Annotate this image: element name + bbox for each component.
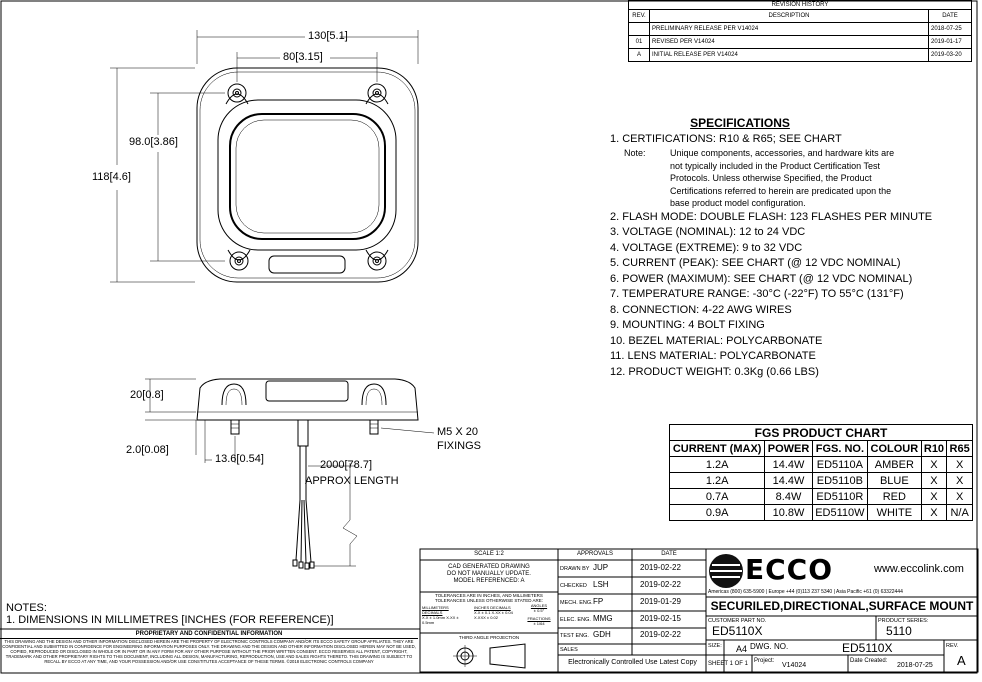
- column-header: R10: [921, 441, 947, 457]
- spec-item: 7. TEMPERATURE RANGE: -30°C (-22°F) TO 55°C (131°F): [610, 288, 904, 300]
- spec-item: 6. POWER (MAXIMUM): SEE CHART (@ 12 VDC NOMINAL): [610, 272, 913, 285]
- dim-height-outer: 118[4.6]: [92, 171, 131, 183]
- dim-depth: 20[0.8]: [130, 389, 164, 401]
- dim-cable-length: 2000[78.7]: [320, 459, 373, 471]
- date-created: 2018-07-25: [897, 662, 933, 669]
- column-header: CURRENT (MAX): [670, 441, 765, 457]
- sheet-count: SHEET 1 OF 1: [708, 661, 748, 667]
- tolerance-notice: TOLERANCES ARE IN INCHES, AND MILLIMETERS TOLERANCES UNLESS OTHERWISE STATED ARE:: [435, 593, 543, 603]
- product-series-label: PRODUCT SERIES:: [878, 618, 929, 624]
- dim-stud: 13.6[0.54]: [215, 453, 264, 465]
- column-header: R65: [947, 441, 973, 457]
- table-row: 1.2A 14.4W ED5110A AMBER X X: [670, 457, 973, 473]
- customer-part-number: ED5110X: [712, 624, 763, 638]
- product-series: 5110: [886, 624, 912, 638]
- column-header: POWER: [765, 441, 812, 457]
- tolerance-angles: ANGLES ± 0.5° FRACTIONS ± 1/64: [527, 603, 551, 626]
- drawing-number: ED5110X: [842, 641, 893, 655]
- spec-item: 10. BEZEL MATERIAL: POLYCARBONATE: [610, 334, 823, 347]
- dwg-label: DWG. NO.: [750, 642, 789, 651]
- table-row: 0.9A 10.8W ED5110W WHITE X N/A: [670, 505, 973, 521]
- date-created-label: Date Created:: [850, 658, 888, 664]
- front-view: [110, 30, 418, 282]
- rev-header: REV.: [629, 10, 650, 23]
- project-number: V14024: [782, 662, 807, 669]
- sheet-size: A4: [736, 644, 748, 654]
- fgs-product-chart: [669, 424, 973, 521]
- spec-item: 2. FLASH MODE: DOUBLE FLASH: 123 FLASHES PER MINUTE: [610, 210, 933, 223]
- website-text: www.eccolink.com: [874, 563, 964, 575]
- dim-width-outer: 130[5.1]: [308, 30, 348, 42]
- mounting-hole: [226, 84, 248, 104]
- dim-height-holes: 98.0[3.86]: [129, 136, 178, 148]
- spec-item: 11. LENS MATERIAL: POLYCARBONATE: [610, 350, 816, 362]
- size-label: SIZE:: [708, 643, 722, 649]
- product-title: SECURILED,DIRECTIONAL,SURFACE MOUNT: [710, 599, 974, 613]
- rev-label: REV.: [946, 643, 959, 649]
- cable-length-text: APPROX LENGTH: [305, 475, 399, 487]
- fixings-callout: M5 X 20 FIXINGS: [437, 426, 482, 452]
- mounting-hole: [228, 250, 250, 270]
- customer-part-label: CUSTOMER PART NO.: [708, 618, 767, 624]
- spec-item: 3. VOLTAGE (NOMINAL): 12 to 24 VDC: [610, 226, 806, 238]
- table-row: PRELIMINARY RELEASE PER V14024 2018-07-25: [629, 23, 972, 36]
- table-row: 01 REVISED PER V14024 2019-01-17: [629, 36, 972, 49]
- side-view: [145, 379, 434, 569]
- fgs-chart-title: FGS PRODUCT CHART: [670, 425, 973, 441]
- table-row: 1.2A 14.4W ED5110B BLUE X X: [670, 473, 973, 489]
- dim-width-holes: 80[3.15]: [283, 51, 323, 63]
- cad-notice: CAD GENERATED DRAWING DO NOT MANUALLY UPDATE. MODEL REFERENCED: A: [447, 564, 531, 584]
- tolerance-inches: INCHES DECIMALS X.X ± 0.1 X.XX ± 0.04 X.XXX ± 0.02: [474, 605, 513, 620]
- spec-item: 9. MOUNTING: 4 BOLT FIXING: [610, 319, 765, 331]
- ecco-logo: ECCO: [745, 553, 834, 586]
- spec-item: 12. PRODUCT WEIGHT: 0.3Kg (0.66 LBS): [610, 365, 819, 378]
- revision-history-table: [628, 0, 972, 62]
- third-angle-label: THIRD ANGLE PROJECTION: [458, 635, 520, 640]
- spec-item: 4. VOLTAGE (EXTREME): 9 to 32 VDC: [610, 241, 803, 254]
- column-header: FGS. NO.: [812, 441, 867, 457]
- electronic-control-notice: Electronically Controlled Use Latest Copy: [568, 659, 697, 666]
- table-row: A INITIAL RELEASE PER V14024 2019-03-20: [629, 49, 972, 62]
- description-header: DESCRIPTION: [650, 10, 929, 23]
- mounting-hole: [366, 250, 388, 270]
- scale-label: SCALE 1:2: [474, 551, 504, 557]
- certification-note: Note: Unique components, accessories, and hardware kits are not typically included in the Product Certification Test Protocols. Unless otherwise Specified, the Product Certifications referred to herein are predicated upon the base product model configuration.: [624, 148, 895, 208]
- revision-history-title: REVISION HISTORY: [629, 1, 972, 10]
- tolerance-mm: MILLIMETERS DECIMALS X.X ± 1.0mm X.XX ± 0.5mm: [422, 605, 459, 625]
- project-label: Project:: [754, 658, 775, 664]
- date-header: DATE: [661, 551, 677, 557]
- date-header: DATE: [929, 10, 972, 23]
- drawing-notes: NOTES: 1. DIMENSIONS IN MILLIMETRES [INCHES (FOR REFERENCE)]: [6, 602, 334, 626]
- table-row: 0.7A 8.4W ED5110R RED X X: [670, 489, 973, 505]
- proprietary-notice: PROPRIETARY AND CONFIDENTIAL INFORMATION THIS DRAWING AND THE DESIGN AND OTHER INFORMATION DISCLOSED HEREIN ARE THE PROPERTY OF ELECTRONIC CONTROLS COMPANY AND/OR ITS ECCO SAFETY GROUP AFFILIATES. THEY ARE CONFIDENTIAL AND SUBMITTED IN CONFIDENCE FOR ENGINEERING INFORMATION PURPOSES ONLY. THE DRAWING AND THE DESIGN AND OTHER INFORMATION DISCLOSED HEREIN MAY NOT BE USED, COPIED, REPRODUCED OR DISCLOSED IN WHOLE OR IN PART OR IN ANY FORM FOR ANY OTHER PURPOSE WITHOUT THE PRIOR WRITTEN CONSENT. ECCO RESERVES ALL PATENT, COPYRIGHT, TRADEMARK AND OTHER PROPRIETARY RIGHTS TO THIS DOCUMENT, INCLUDING ALL DESIGN, MANUFACTURING, REPRODUCTION, USE AND SALES RIGHTS THERETO. THIS DRAWING IS SUBJECT TO RECALL BY ECCO AT ANY TIME, AND YOUR POSSESSION AND/OR USE CONSTITUTES ACCEPTANCE OF THESE TERMS. ©2018 ELECTRONIC CONTROLS COMPANY: [0, 630, 418, 664]
- spec-item: 5. CURRENT (PEAK): SEE CHART (@ 12 VDC NOMINAL): [610, 257, 901, 269]
- revision-letter: A: [957, 653, 966, 668]
- spec-item: 8. CONNECTION: 4-22 AWG WIRES: [610, 303, 792, 316]
- contact-numbers: Americas (800) 635-5900 | Europe +44 (0)113 237 5340 | Asia Pacific +61 (0) 63322444: [708, 589, 903, 595]
- dim-standoff: 2.0[0.08]: [126, 444, 169, 456]
- specifications-title: SPECIFICATIONS: [690, 116, 790, 130]
- column-header: COLOUR: [868, 441, 922, 457]
- spec-item: 1. CERTIFICATIONS: R10 & R65; SEE CHART: [610, 132, 842, 145]
- specifications: [610, 116, 970, 380]
- approvals-header: APPROVALS: [577, 551, 613, 557]
- mounting-hole: [366, 84, 388, 104]
